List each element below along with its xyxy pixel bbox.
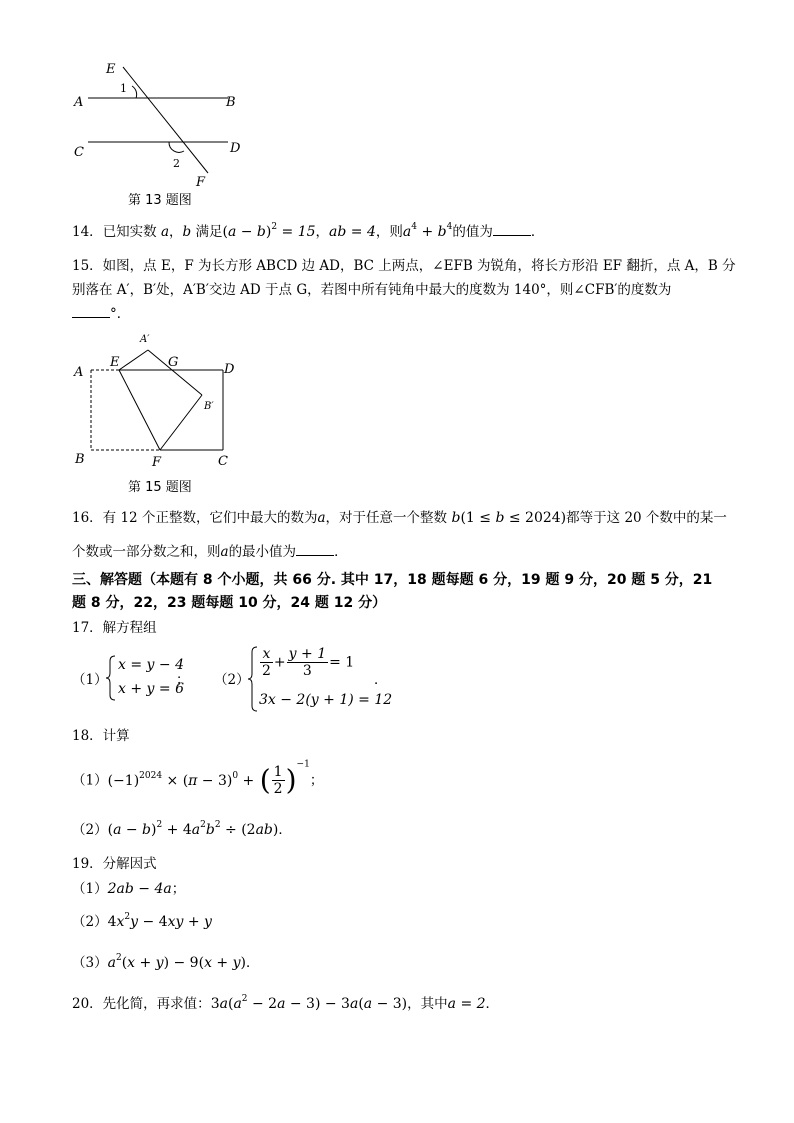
q18-part-1: $(1)(-1)^{2024} \times (\pi - 3)^0$ + ( $\frac{1}{2}$ )$^{-1}$； xyxy=(72,759,324,797)
label-b: B xyxy=(75,452,85,467)
label-a-prime: A′ xyxy=(140,334,150,345)
q16-text-2: ，对于任意一个整数 xyxy=(325,510,448,526)
label-b: B xyxy=(226,95,236,110)
label-d: D xyxy=(224,362,235,377)
q16-text-5: 的最小值为 xyxy=(228,544,297,560)
q14-number: 14． xyxy=(72,224,103,240)
question-15-line-2: 别落在 A′，B′处，A′B′交边 AD 于点 G，若图中所有钝角中最大的度数为 140°，则∠CFB′的度数为 xyxy=(72,282,672,298)
q18-part-2: $(2)(a - b)^2 + 4a^2b^2 \div (2ab)$． xyxy=(72,820,292,838)
q17-p2-frac1-num: x xyxy=(260,646,273,663)
q17-part-2-label: （2） xyxy=(214,672,250,688)
q17-p2-frac1-den: 2 xyxy=(262,663,271,679)
q17-part-1-end: ； xyxy=(176,672,190,688)
q17-p2-frac2-num: y + 1 xyxy=(288,646,327,662)
q17-p2-eq-1: $\frac{x}{2}$ + $\frac{y + 1}{3}$ = 1 xyxy=(262,646,355,679)
label-c: C xyxy=(74,145,84,160)
question-17-title: 17．解方程组 xyxy=(72,620,157,636)
question-15-line-1: 15．如图，点 E，F 为长方形 ABCD 边 AD，BC 上两点，∠EFB 为锐角，将长方形沿 EF 翻折，点 A，B 分 xyxy=(72,258,736,274)
brace-icon xyxy=(106,655,116,701)
angle-2-arc xyxy=(169,142,184,152)
figure-15-diagram xyxy=(68,328,248,473)
q16-text-4: 个数或一部分数之和，则 xyxy=(72,544,221,560)
edge-ef xyxy=(119,370,160,450)
q14-text-4: ，则 xyxy=(375,224,403,240)
label-a: A xyxy=(74,95,84,110)
question-19-title: 19．分解因式 xyxy=(72,856,157,872)
q17-part-1-label: （1） xyxy=(72,672,108,688)
section-3-heading-line-2: 题 8 分，22，23 题每题 10 分，24 题 12 分） xyxy=(72,595,387,611)
q19-p1-expr: 2ab − 4a xyxy=(107,881,172,897)
q14-eq-1: = 15 xyxy=(281,224,316,240)
q17-p2-eq-2: 3x − 2(y + 1) = 12 xyxy=(259,692,393,708)
figure-13-caption: 第 13 题图 xyxy=(128,193,192,208)
edge-b-prime-f xyxy=(160,395,202,450)
figure-13-diagram xyxy=(60,55,260,190)
q17-p2-frac2-den: 3 xyxy=(302,663,312,679)
q19-part-2: $(2)4x^2y - 4xy + y$ xyxy=(72,912,212,930)
q19-p1-end: ； xyxy=(171,881,186,897)
q14-eq-2: ab = 4 xyxy=(329,224,376,240)
q16-text-1: 16．有 12 个正整数，它们中最大的数为 xyxy=(72,510,318,526)
label-c: C xyxy=(218,454,228,469)
question-14: 14．已知实数 a，b 满足$(a - b)^2 = 15$，ab = 4，则$a^4 + b^4$的值为 ． xyxy=(72,222,545,240)
q18-p2-label: （2） xyxy=(72,822,108,838)
q14-end: ． xyxy=(530,224,545,240)
q16-answer-blank[interactable] xyxy=(296,543,334,556)
q17-p1-eq-1: x = y − 4 xyxy=(118,657,184,673)
q14-text-5: 的值为 xyxy=(452,224,493,240)
q17-p2-rhs-1: = 1 xyxy=(329,654,355,671)
edge-ea-prime xyxy=(119,350,148,370)
q20-condition: a = 2 xyxy=(447,996,486,1012)
q17-part-2-end: ． xyxy=(374,672,388,688)
label-g: G xyxy=(168,355,179,370)
figure-15-caption: 第 15 题图 xyxy=(128,480,192,495)
label-d: D xyxy=(230,141,241,156)
q19-part-1 xyxy=(72,879,185,899)
q18-p1-end: ； xyxy=(309,772,324,789)
q17-p1-eq-2: x + y = 6 xyxy=(118,681,184,697)
label-angle-2: 2 xyxy=(173,157,180,170)
label-e: E xyxy=(106,62,116,77)
label-b-prime: B′ xyxy=(204,401,214,412)
section-3-heading-line-1: 三、解答题（本题有 8 个小题，共 66 分. 其中 17，18 题每题 6 分，19 题 9 分，20 题 5 分，21 xyxy=(72,572,713,588)
q14-text-1: 已知实数 xyxy=(102,224,157,240)
brace-icon xyxy=(248,646,258,712)
q20-text-2: ，其中 xyxy=(407,996,448,1012)
question-16-line-2: 个数或一部分数之和，则a的最小值为 ． xyxy=(72,544,348,560)
q14-text-3: ， xyxy=(315,224,330,240)
label-f: F xyxy=(196,175,206,190)
line-ef xyxy=(123,67,208,173)
q15-end: °． xyxy=(110,306,131,322)
label-f: F xyxy=(152,455,162,470)
q19-p3-end: ． xyxy=(245,955,260,971)
q19-p3-label: （3） xyxy=(72,955,108,971)
label-e: E xyxy=(110,355,120,370)
q14-text-2: 满足 xyxy=(195,224,223,240)
q19-part-3: $(3)a^2(x + y) - 9(x + y)$． xyxy=(72,953,260,971)
q14-answer-blank[interactable] xyxy=(493,223,531,236)
question-15-line-3 xyxy=(72,304,130,324)
q20-text-1: 20．先化简，再求值： xyxy=(72,996,211,1012)
q18-p2-end: ． xyxy=(278,822,292,838)
label-angle-1: 1 xyxy=(120,82,127,95)
q15-answer-blank[interactable] xyxy=(72,305,110,318)
q19-p1-label: （1） xyxy=(72,881,108,897)
angle-1-arc xyxy=(132,86,137,98)
question-18-title: 18．计算 xyxy=(72,728,130,744)
q16-text-3: 都等于这 20 个数中的某一 xyxy=(566,510,727,526)
q19-p2-label: （2） xyxy=(72,914,108,930)
question-20: 20．先化简，再求值：$3a(a^2 - 2a - 3) - 3a(a - 3)$，其中a = 2． xyxy=(72,994,500,1012)
q16-end: ． xyxy=(334,544,348,560)
label-a: A xyxy=(74,365,84,380)
q18-p1-label: （1） xyxy=(72,772,108,789)
q20-end: ． xyxy=(485,996,500,1012)
question-16-line-1: 16．有 12 个正整数，它们中最大的数为a，对于任意一个整数 b(1 ≤ b ≤ 2024)都等于这 20 个数中的某一 xyxy=(72,510,727,526)
